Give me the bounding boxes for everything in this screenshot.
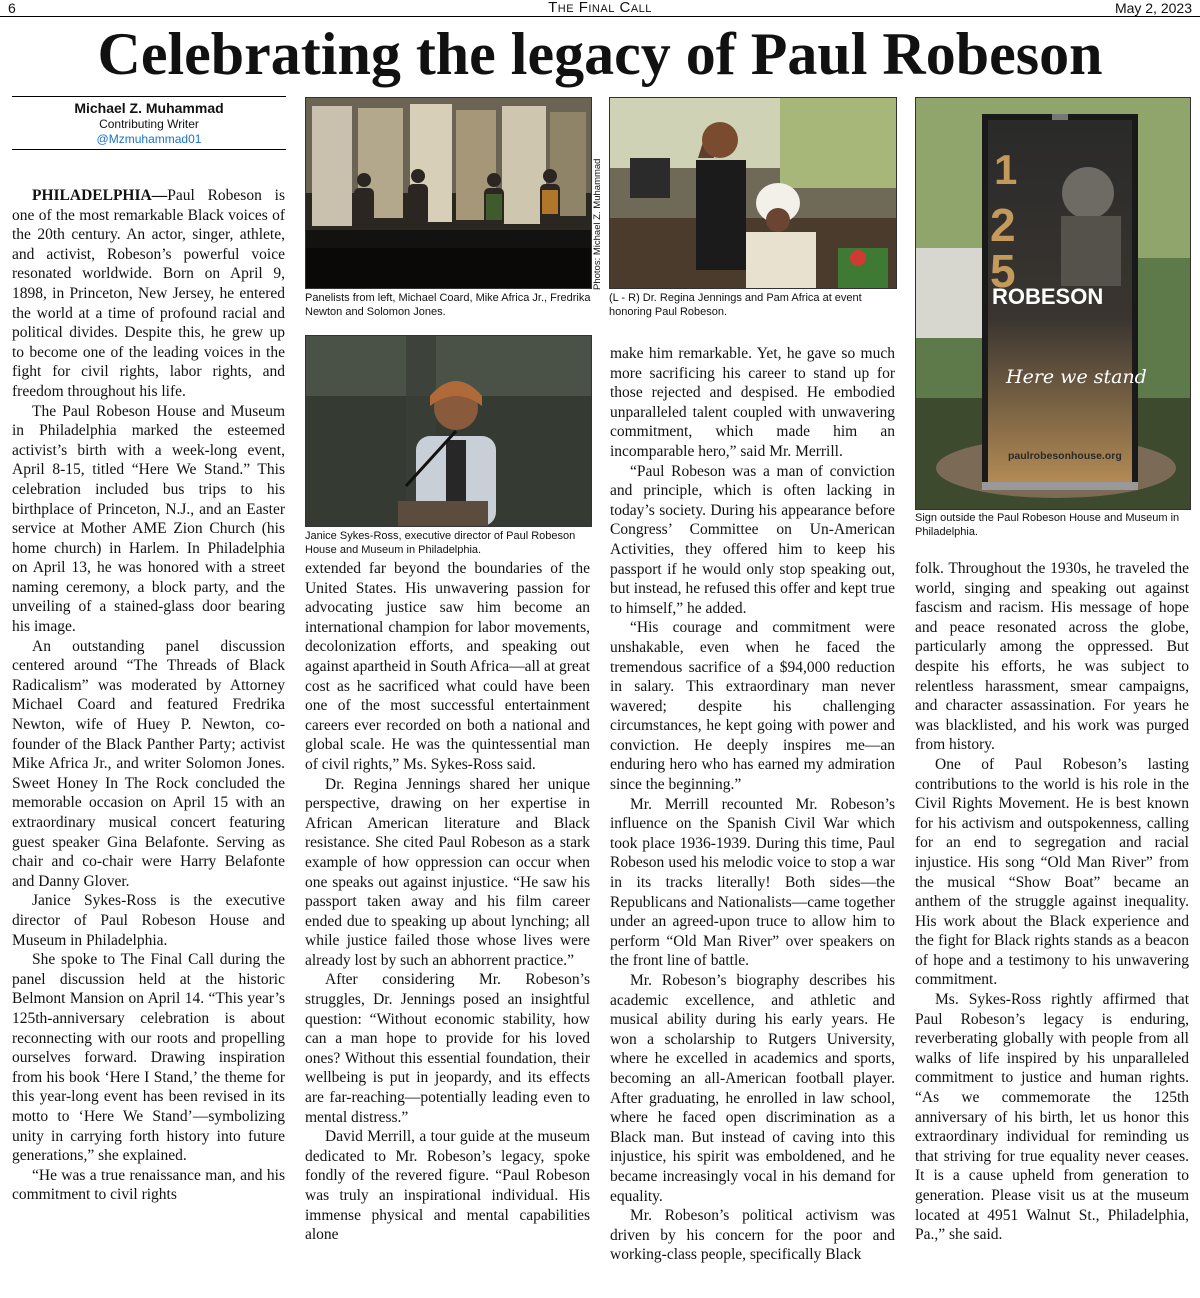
- paragraph-text: Paul Robeson is one of the most remarkable Black voices of the 20th century. An actor, singer, athlete, and activist, Robeson’s powerful voice resonated worldwide. Born on April 9, 1898, in Princeton, New Jersey, he entered the world at a time of profound racial and political divides. Despite this, he grew up to become one of the leading voices in the fight for civil rights, labor rights, and freedom throughout his life.: [12, 187, 285, 400]
- sykes-ross-photo: [305, 335, 592, 527]
- photo-credit: Photos: Michael Z. Muhammad: [592, 158, 603, 290]
- sykes-ross-photo-image: [306, 336, 591, 526]
- sign-name: ROBESON: [992, 284, 1104, 309]
- sign-number-1: 1: [994, 146, 1018, 193]
- publication-name: The Final Call: [548, 0, 652, 16]
- column-1: [12, 186, 285, 1205]
- panel-photo: [305, 97, 592, 289]
- paragraph: Ms. Sykes-Ross rightly affirmed that Paul Robeson’s legacy is enduring, reverberating globally with people from all walks of life inspired by his unparalleled commitment to justice and human rights. “As we commemorate the 125th anniversary of his birth, let us honor this extraordinary individual for reminding us that striving for true equality never ceases. It is a cause upheld from generation to generation. Please visit us at the museum located at 4951 Walnut St., Philadelphia, Pa.,” she said.: [915, 991, 1189, 1244]
- paragraph: After considering Mr. Robeson’s struggles, Dr. Jennings posed an insightful question: “Without economic stability, how can a man hope to provide for his loved ones? Without this essential foundation, their wellbeing is put in jeopardy, and its effects are far-reaching—potentially leading even to mental distress.”: [305, 971, 590, 1126]
- byline: [12, 96, 286, 150]
- column-2: [305, 559, 590, 1245]
- paragraph: “His courage and commitment were unshakable, even when he faced the tremendous sacrifice of a $94,000 reduction in salary. This extraordinary man never wavered; despite his challenging circumstances, he kept going with power and conviction. He deeply inspires me—an enduring hero who has earned my admiration since the beginning.”: [610, 619, 895, 794]
- author-name: Michael Z. Muhammad: [74, 100, 224, 116]
- caption-sign: Sign outside the Paul Robeson House and Museum in Philadelphia.: [915, 512, 1180, 538]
- caption-sykes-ross: Janice Sykes-Ross, executive director of Paul Robeson House and Museum in Philadelphia.: [305, 530, 576, 556]
- page-number: 6: [8, 0, 16, 16]
- jennings-photo-image: [610, 98, 896, 288]
- author-handle: @Mzmuhammad01: [96, 132, 202, 146]
- jennings-photo: [609, 97, 897, 289]
- paragraph: The Paul Robeson House and Museum in Philadelphia marked the esteemed activist’s birth with a week-long event, April 8-15, titled “Here We Stand.” This celebration included bus trips to his birthplace of Princeton, N.J., and an Easter service at Mother AME Zion Church (his home church) in Harlem. In Philadelphia on April 13, he was honored with a street naming ceremony, a block party, and the unveiling of a stained-glass door bearing his image.: [12, 402, 285, 636]
- paragraph: She spoke to The Final Call during the panel discussion held at the historic Belmont Mansion on April 14. “This year’s 125th-anniversary celebration is about reconnecting with our roots and propelling ourselves forward. Drawing inspiration from his book ‘Here I Stand,’ the theme for this year-long event has been revised in its motto to ‘Here We Stand’—symbolizing unity in carrying forth history into future generations,” she explained.: [12, 951, 285, 1165]
- paragraph: Janice Sykes-Ross is the executive director of Paul Robeson House and Museum in Philadelphia.: [12, 892, 285, 949]
- sign-motto: Here we stand: [1006, 366, 1147, 388]
- paragraph: One of Paul Robeson’s lasting contributions to the world is his role in the Civil Rights Movement. He is best known for his activism and outspokenness, calling for an end to segregation and racial injustice. His song “Old Man River” from the musical “Show Boat” became an anthem of the struggle against inequality. His work about the Black experience and the fight for Black rights stands as a beacon of hope and a testimony to his unwavering commitment.: [915, 755, 1189, 989]
- paragraph: David Merrill, a tour guide at the museum dedicated to Mr. Robeson’s legacy, spoke fondly of the revered figure. “Paul Robeson was truly an inspirational individual. His immense physical and mental capabilities alone: [305, 1128, 590, 1244]
- issue-date: May 2, 2023: [1114, 0, 1192, 16]
- paragraph: make him remarkable. Yet, he gave so much more sacrificing his career to stand up for those rejected and despised. He embodied unparalleled talent coupled with unwavering commitment, which made him an incomparable hero,” said Mr. Merrill.: [610, 345, 895, 460]
- panel-photo-image: [306, 98, 591, 288]
- caption-panel: Panelists from left, Michael Coard, Mike Africa Jr., Fredrika Newton and Solomon Jones.: [305, 292, 591, 318]
- caption-jennings: (L - R) Dr. Regina Jennings and Pam Africa at event honoring Paul Robeson.: [609, 292, 862, 318]
- paragraph: Mr. Robeson’s biography describes his academic excellence, and athletic and musical ability during his early years. He won a scholarship to Rutgers University, where he excelled in academics and sports, becoming an all-American football player. After graduating, he enrolled in law school, where he faced open discrimination as a Black man. But instead of caving into this injustice, his spirit was emboldened, and he became increasingly vocal in his demand for equality.: [610, 972, 895, 1205]
- paragraph: folk. Throughout the 1930s, he traveled the world, singing and speaking out against fascism and racism. His message of hope and peace resonated across the globe, particularly among the oppressed. But despite his efforts, he was subject to relentless harassment, smear campaigns, and character assassination. For years he was blacklisted, and his work was purged from history.: [915, 560, 1189, 754]
- sign-url: paulrobesonhouse.org: [1008, 450, 1122, 462]
- column-4: [915, 559, 1189, 1245]
- author-role: Contributing Writer: [99, 117, 199, 131]
- paragraph: “He was a true renaissance man, and his commitment to civil rights: [12, 1166, 285, 1204]
- paragraph: An outstanding panel discussion centered around “The Threads of Black Radicalism” was moderated by Attorney Michael Coard and featured Fredrika Newton, wife of Huey P. Newton, co-founder of the Black Panther Party; activist Mike Africa Jr., and writer Solomon Jones. Sweet Honey In The Rock concluded the memorable occasion on April 15 with an extraordinary musical concert featuring guest speaker Gina Belafonte. Serving as chair and co-chair were Harry Belafonte and Danny Glover.: [12, 637, 285, 890]
- paragraph: Mr. Robeson’s political activism was driven by his concern for the poor and working-class people, specifically Black: [610, 1207, 895, 1264]
- headline: Celebrating the legacy of Paul Robeson: [97, 21, 1103, 87]
- sign-number-25: 25: [990, 199, 1016, 297]
- paragraph: [12, 186, 285, 402]
- paragraph: Mr. Merrill recounted Mr. Robeson’s influence on the Spanish Civil War which took place 1936-1939. During this time, Paul Robeson used his melodic voice to stop a war in its tracks literally! Both sides—the Republicans and Nationalists—came together under an agreed-upon truce to allow him to perform “Old Man River” over speakers on the front line of battle.: [610, 795, 895, 970]
- paragraph: “Paul Robeson was a man of conviction and principle, which is often lacking in today’s society. During his appearance before Congress’ Committee on Un-American Activities, they offered him to keep his passport if he would only stop speaking out, but instead, he refused this offer and kept true to himself,” he added.: [610, 462, 895, 617]
- page-header: [0, 0, 1200, 17]
- sign-photo: [915, 97, 1191, 510]
- dateline: PHILADELPHIA—: [32, 187, 168, 204]
- paragraph: extended far beyond the boundaries of the United States. His unwavering passion for advocating justice saw him become an international champion for labor movements, decolonization efforts, and speaking out against apartheid in South Africa—all at great cost as he sacrificed what could have been one of the most successful entertainment careers ever recorded on both a national and global scale. He was the quintessential man of civil rights,” Ms. Sykes-Ross said.: [305, 560, 590, 773]
- column-3: [610, 344, 895, 1265]
- paragraph: Dr. Regina Jennings shared her unique perspective, drawing on her expertise in African American literature and Black resistance. She cited Paul Robeson as a stark example of how oppression can occur when one speaks out against injustice. “He saw his passport taken away and his film career ended due to speaking up about lynching; all while justice failed those whose lives were already lost by such an abhorrent practice.”: [305, 775, 590, 969]
